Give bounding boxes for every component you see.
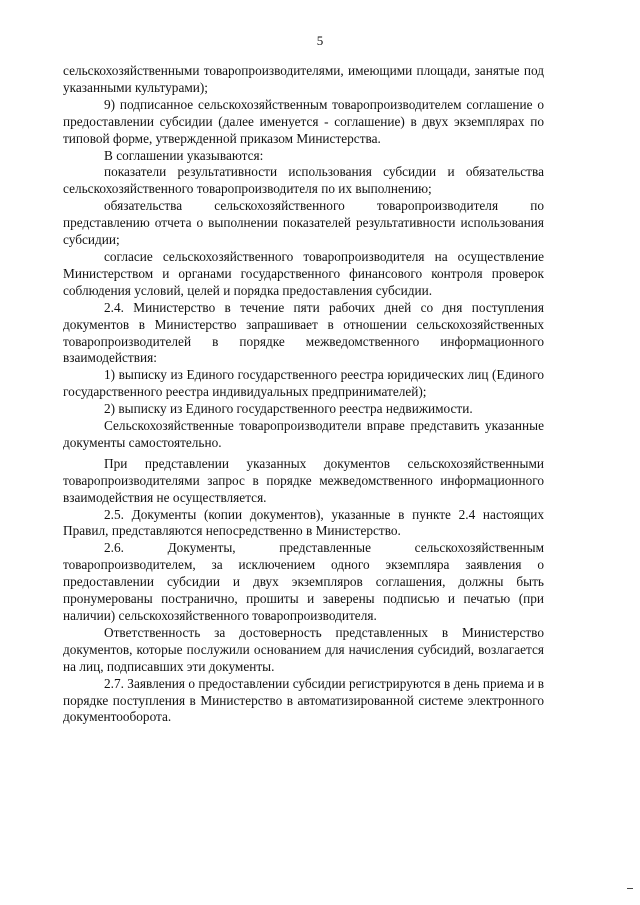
paragraph: 2.5. Документы (копии документов), указанные в пункте 2.4 настоящих Правил, представляются непосредственно в Министерство. [63,506,544,539]
paragraph: Ответственность за достоверность представленных в Министерство документов, которые послужили основанием для начисления субсидий, возлагается на лиц, подписавших эти документы. [63,624,544,674]
scan-edge-mark [627,888,633,889]
paragraph: 2) выписку из Единого государственного реестра недвижимости. [104,401,473,417]
paragraph: 2.6. Документы, представленные сельскохозяйственным товаропроизводителем, за исключением одного экземпляра заявления о предоставлении субсидии и двух экземпляров соглашения, должны быть пронумерованы постранично, прошиты и заверены подписью и печатью (при наличии) сельскохозяйственного товаропроизводителя. [63,540,544,623]
paragraph: В соглашении указываются: [104,147,264,163]
document-body [63,63,544,726]
paragraph: 9) подписанное сельскохозяйственным товаропроизводителем соглашение о предоставлении субсидии (далее именуется - соглашение) в двух экземплярах по типовой форме, утвержденной приказом Министерства. [63,96,544,146]
paragraph: 2.4. Министерство в течение пяти рабочих дней со дня поступления документов в Министерство запрашивает в отношении сельскохозяйственных товаропроизводителей в порядке межведомственного информационного взаимодействия: [63,299,544,366]
paragraph: обязательства сельскохозяйственного товаропроизводителя по представлению отчета о выполнении показателей результативности использования субсидии; [63,198,544,248]
paragraph: сельскохозяйственными товаропроизводителями, имеющими площади, занятые под указанными культурами); [63,63,544,95]
paragraph: показатели результативности использования субсидии и обязательства сельскохозяйственного товаропроизводителя по их выполнению; [63,164,544,197]
paragraph: 1) выписку из Единого государственного реестра юридических лиц (Единого государственного реестра индивидуальных предпринимателей); [63,367,544,400]
page-number: 5 [316,33,324,48]
paragraph: При представлении указанных документов сельскохозяйственными товаропроизводителями запрос в порядке межведомственного информационного взаимодействия не осуществляется. [63,455,544,505]
paragraph: 2.7. Заявления о предоставлении субсидии регистрируются в день приема и в порядке поступления в Министерство в автоматизированной системе электронного документооборота. [63,675,544,725]
paragraph: Сельскохозяйственные товаропроизводители вправе представить указанные документы самостоятельно. [63,418,544,450]
paragraph: согласие сельскохозяйственного товаропроизводителя на осуществление Министерством и органами государственного финансового контроля проверок соблюдения условий, целей и порядка предоставления субсидии. [63,248,544,298]
